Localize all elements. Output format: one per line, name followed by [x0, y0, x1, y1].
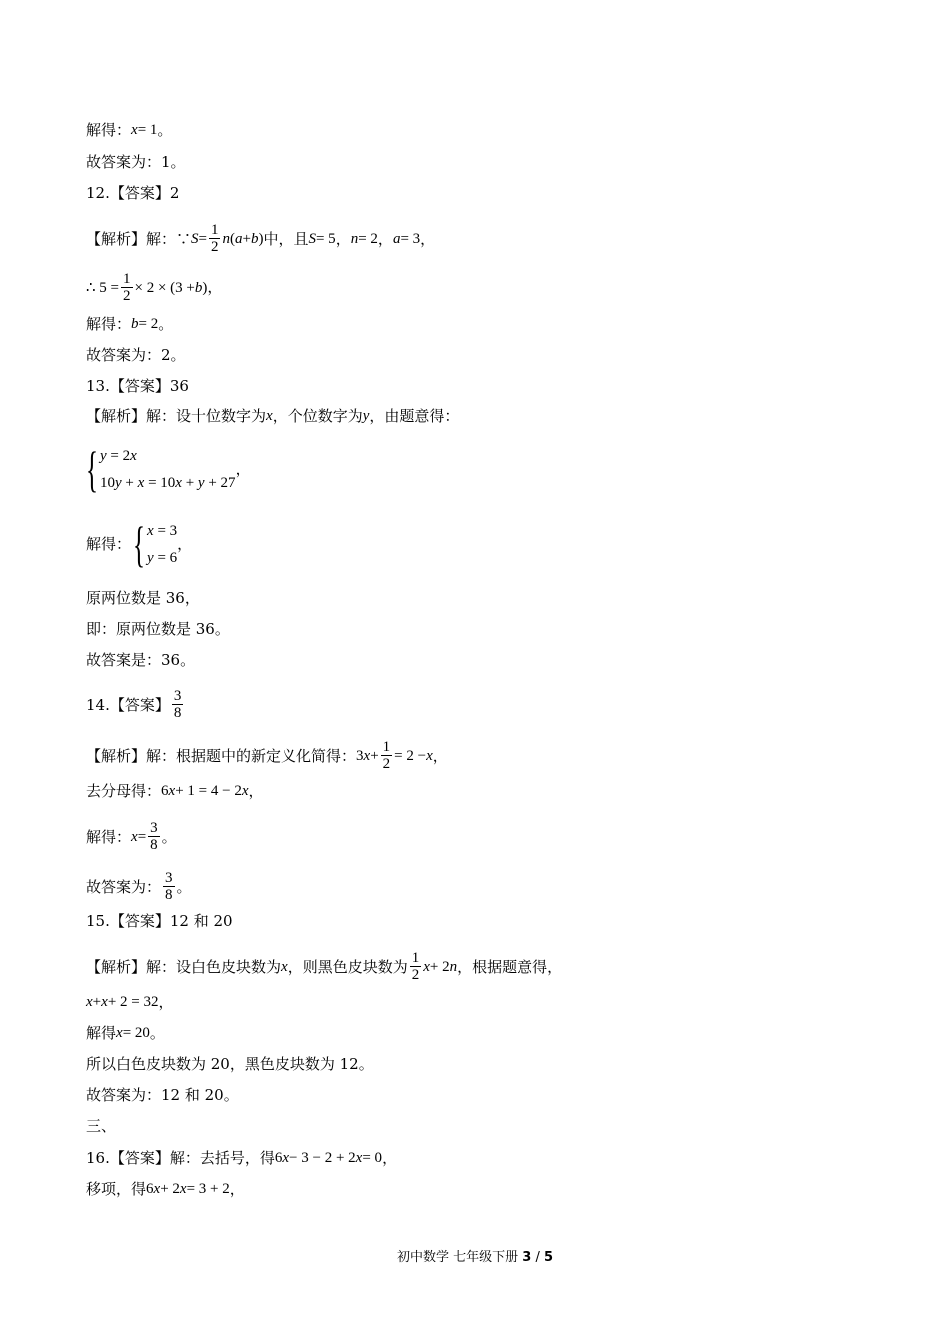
numerator: 3: [173, 688, 182, 704]
math-var: x: [426, 747, 433, 764]
denominator: 8: [150, 837, 158, 853]
text: 。: [158, 315, 174, 333]
fraction: [148, 820, 160, 853]
math-text: 6: [274, 1150, 283, 1166]
answer-line: 故答案为：12 和 20。: [86, 1086, 239, 1104]
answer-line: 故答案为：2。: [86, 346, 186, 364]
math-text: (: [229, 230, 235, 247]
math-text: = 6: [153, 550, 178, 566]
math-var: y: [197, 475, 205, 491]
math-text: 6: [161, 783, 169, 799]
math-var: x: [153, 1181, 161, 1197]
question-answer-15: 15.【答案】12 和 20: [86, 912, 233, 930]
solution-line: [86, 1023, 165, 1043]
denominator: 2: [411, 967, 420, 983]
page-footer: [0, 1246, 950, 1265]
math-var: x: [423, 958, 430, 975]
math-text: +: [242, 230, 251, 247]
solution-line: [86, 314, 173, 334]
text: ，: [235, 460, 251, 478]
page-separator: /: [531, 1250, 544, 1265]
math-var: x: [175, 475, 182, 491]
math-text: + 27: [204, 475, 236, 491]
text: ，: [377, 229, 393, 248]
math-text: =: [137, 828, 147, 845]
analysis-line-14: [86, 739, 448, 772]
text: ，: [420, 229, 436, 248]
answer-line: 故答案是：36。: [86, 651, 196, 669]
math-var: S: [308, 230, 316, 247]
denominator: 2: [210, 239, 219, 255]
math-var: x: [116, 1025, 123, 1041]
math-var: S: [191, 230, 199, 247]
math-var: b: [131, 316, 139, 332]
denominator: 8: [173, 705, 182, 721]
text: ，根据题意得，: [457, 957, 563, 976]
math-text: 6: [146, 1181, 154, 1197]
system-rows: [147, 517, 177, 571]
analysis-line-13: [86, 406, 459, 426]
left-brace: {: [86, 441, 98, 497]
numerator: 3: [150, 820, 158, 836]
text: 【解析】解：设十位数字为: [86, 407, 267, 425]
numerator: 1: [411, 950, 420, 966]
fraction: [172, 688, 184, 721]
math-text: ): [258, 230, 264, 247]
footer-title: 初中数学 七年级下册: [396, 1250, 519, 1265]
system-row: [147, 544, 177, 571]
math-text: +: [92, 994, 102, 1010]
text: 【解析】解：∵: [86, 229, 192, 248]
text-line: [86, 1179, 245, 1199]
math-text: × 2 × (3 +: [134, 279, 195, 296]
text: ，: [177, 535, 193, 553]
text: ，: [158, 993, 174, 1011]
math-text: = 1: [137, 122, 158, 138]
numerator: 1: [382, 739, 391, 755]
text-line: [86, 781, 264, 801]
math-text: ∴ 5 =: [86, 279, 120, 296]
solution-line: [86, 120, 172, 140]
denominator: 2: [382, 756, 391, 772]
text: 。: [157, 121, 173, 139]
analysis-line-12: [86, 222, 435, 255]
math-var: x: [241, 783, 249, 799]
text: ，则黑色皮块数为: [287, 957, 408, 976]
numerator: 1: [210, 222, 219, 238]
section-heading: 三、: [86, 1117, 117, 1135]
system-row: [100, 442, 236, 469]
text: 【解析】解：设白色皮块数为: [86, 957, 282, 976]
text: ，: [432, 746, 448, 765]
fraction: [209, 222, 221, 255]
fraction: [381, 739, 393, 772]
text: 14.【答案】: [86, 695, 170, 714]
math-var: a: [392, 230, 401, 247]
math-var: x: [86, 994, 93, 1010]
math-text: = 3 + 2: [186, 1181, 230, 1197]
math-var: x: [147, 523, 154, 539]
text: ，由题意得：: [369, 407, 460, 425]
text-line: 原两位数是 36，: [86, 589, 200, 607]
math-var: x: [130, 448, 137, 464]
math-var: n: [449, 958, 458, 975]
math-text: )，: [202, 279, 223, 296]
math-text: 10: [100, 475, 115, 491]
math-var: x: [179, 1181, 187, 1197]
math-var: a: [234, 230, 243, 247]
text: 去分母得：: [86, 782, 162, 800]
math-var: x: [282, 1150, 290, 1166]
system-rows: [100, 442, 236, 496]
math-text: +: [121, 475, 138, 491]
text: ，个位数字为: [272, 407, 363, 425]
fraction: [121, 271, 133, 304]
equation-line: [86, 992, 174, 1012]
math-var: x: [355, 1150, 363, 1166]
left-brace: {: [133, 516, 146, 572]
math-var: y: [100, 448, 107, 464]
math-var: b: [194, 279, 203, 296]
page-number: 3: [522, 1250, 532, 1265]
math-text: + 1 = 4 − 2: [175, 783, 242, 799]
system-row: [100, 469, 236, 496]
math-text: + 2: [160, 1181, 180, 1197]
text: 【解析】解：根据题中的新定义化简得：: [86, 746, 357, 765]
text: 解得：: [86, 315, 132, 333]
math-text: = 5: [315, 230, 336, 247]
text: 故答案为：: [86, 877, 162, 896]
math-var: y: [147, 550, 154, 566]
math-var: b: [250, 230, 259, 247]
text: 解得：: [86, 121, 132, 139]
solution-line: [86, 820, 177, 853]
text: ，: [382, 1149, 398, 1167]
text: ，: [248, 782, 264, 800]
text: 16.【答案】解：去括号，得: [86, 1149, 275, 1167]
text: ，: [335, 229, 351, 248]
question-answer-16: [86, 1148, 397, 1168]
math-var: n: [222, 230, 230, 247]
math-text: + 2 = 32: [107, 994, 159, 1010]
math-var: x: [101, 994, 108, 1010]
text: 。: [176, 877, 192, 896]
math-var: x: [131, 122, 138, 138]
question-answer-12: 12.【答案】2: [86, 184, 180, 202]
text: 。: [149, 1024, 165, 1042]
math-text: = 2 −: [394, 747, 427, 764]
math-var: x: [266, 408, 273, 424]
math-var: y: [115, 475, 122, 491]
math-text: − 3 − 2 + 2: [289, 1150, 356, 1166]
text: 解得：: [86, 827, 132, 846]
analysis-line-12b: [86, 271, 222, 304]
math-text: = 2: [138, 316, 159, 332]
numerator: 3: [165, 870, 173, 886]
math-text: = 3: [153, 523, 178, 539]
math-var: n: [350, 230, 359, 247]
text: 解得: [86, 1024, 117, 1042]
text-line: 即：原两位数是 36。: [86, 620, 230, 638]
math-text: = 2: [358, 230, 378, 247]
answer-line: 故答案为：1。: [86, 153, 186, 171]
equation-system: [84, 443, 251, 495]
text: ，: [229, 1180, 245, 1198]
numerator: 1: [123, 271, 131, 287]
solution-system: [86, 518, 192, 570]
math-text: +: [181, 475, 198, 491]
math-var: x: [131, 828, 138, 845]
math-var: x: [281, 958, 288, 975]
denominator: 8: [165, 887, 173, 903]
denominator: 2: [123, 288, 131, 304]
math-text: = 10: [144, 475, 176, 491]
math-var: x: [137, 475, 145, 491]
text: 解得：: [86, 535, 132, 553]
math-text: 3: [356, 747, 364, 764]
fraction: [410, 950, 422, 983]
math-text: =: [198, 230, 207, 247]
math-text: +: [370, 747, 379, 764]
math-text: = 2: [106, 448, 131, 464]
analysis-line-15: [86, 950, 562, 983]
text: 。: [161, 827, 177, 846]
text: 移项，得: [86, 1180, 147, 1198]
text: 中，且: [263, 229, 309, 248]
question-answer-14: [86, 688, 185, 721]
math-var: x: [363, 747, 371, 764]
system-row: [147, 517, 177, 544]
math-var: y: [362, 408, 370, 424]
question-answer-13: 13.【答案】36: [86, 377, 189, 395]
math-text: = 20: [122, 1025, 150, 1041]
answer-line: [86, 870, 192, 903]
math-text: + 2: [429, 958, 450, 975]
math-text: = 3: [400, 230, 421, 247]
math-var: x: [168, 783, 176, 799]
page-total: 5: [543, 1250, 554, 1265]
fraction: [163, 870, 175, 903]
math-text: = 0: [362, 1150, 383, 1166]
text-line: 所以白色皮块数为 20，黑色皮块数为 12。: [86, 1055, 374, 1073]
